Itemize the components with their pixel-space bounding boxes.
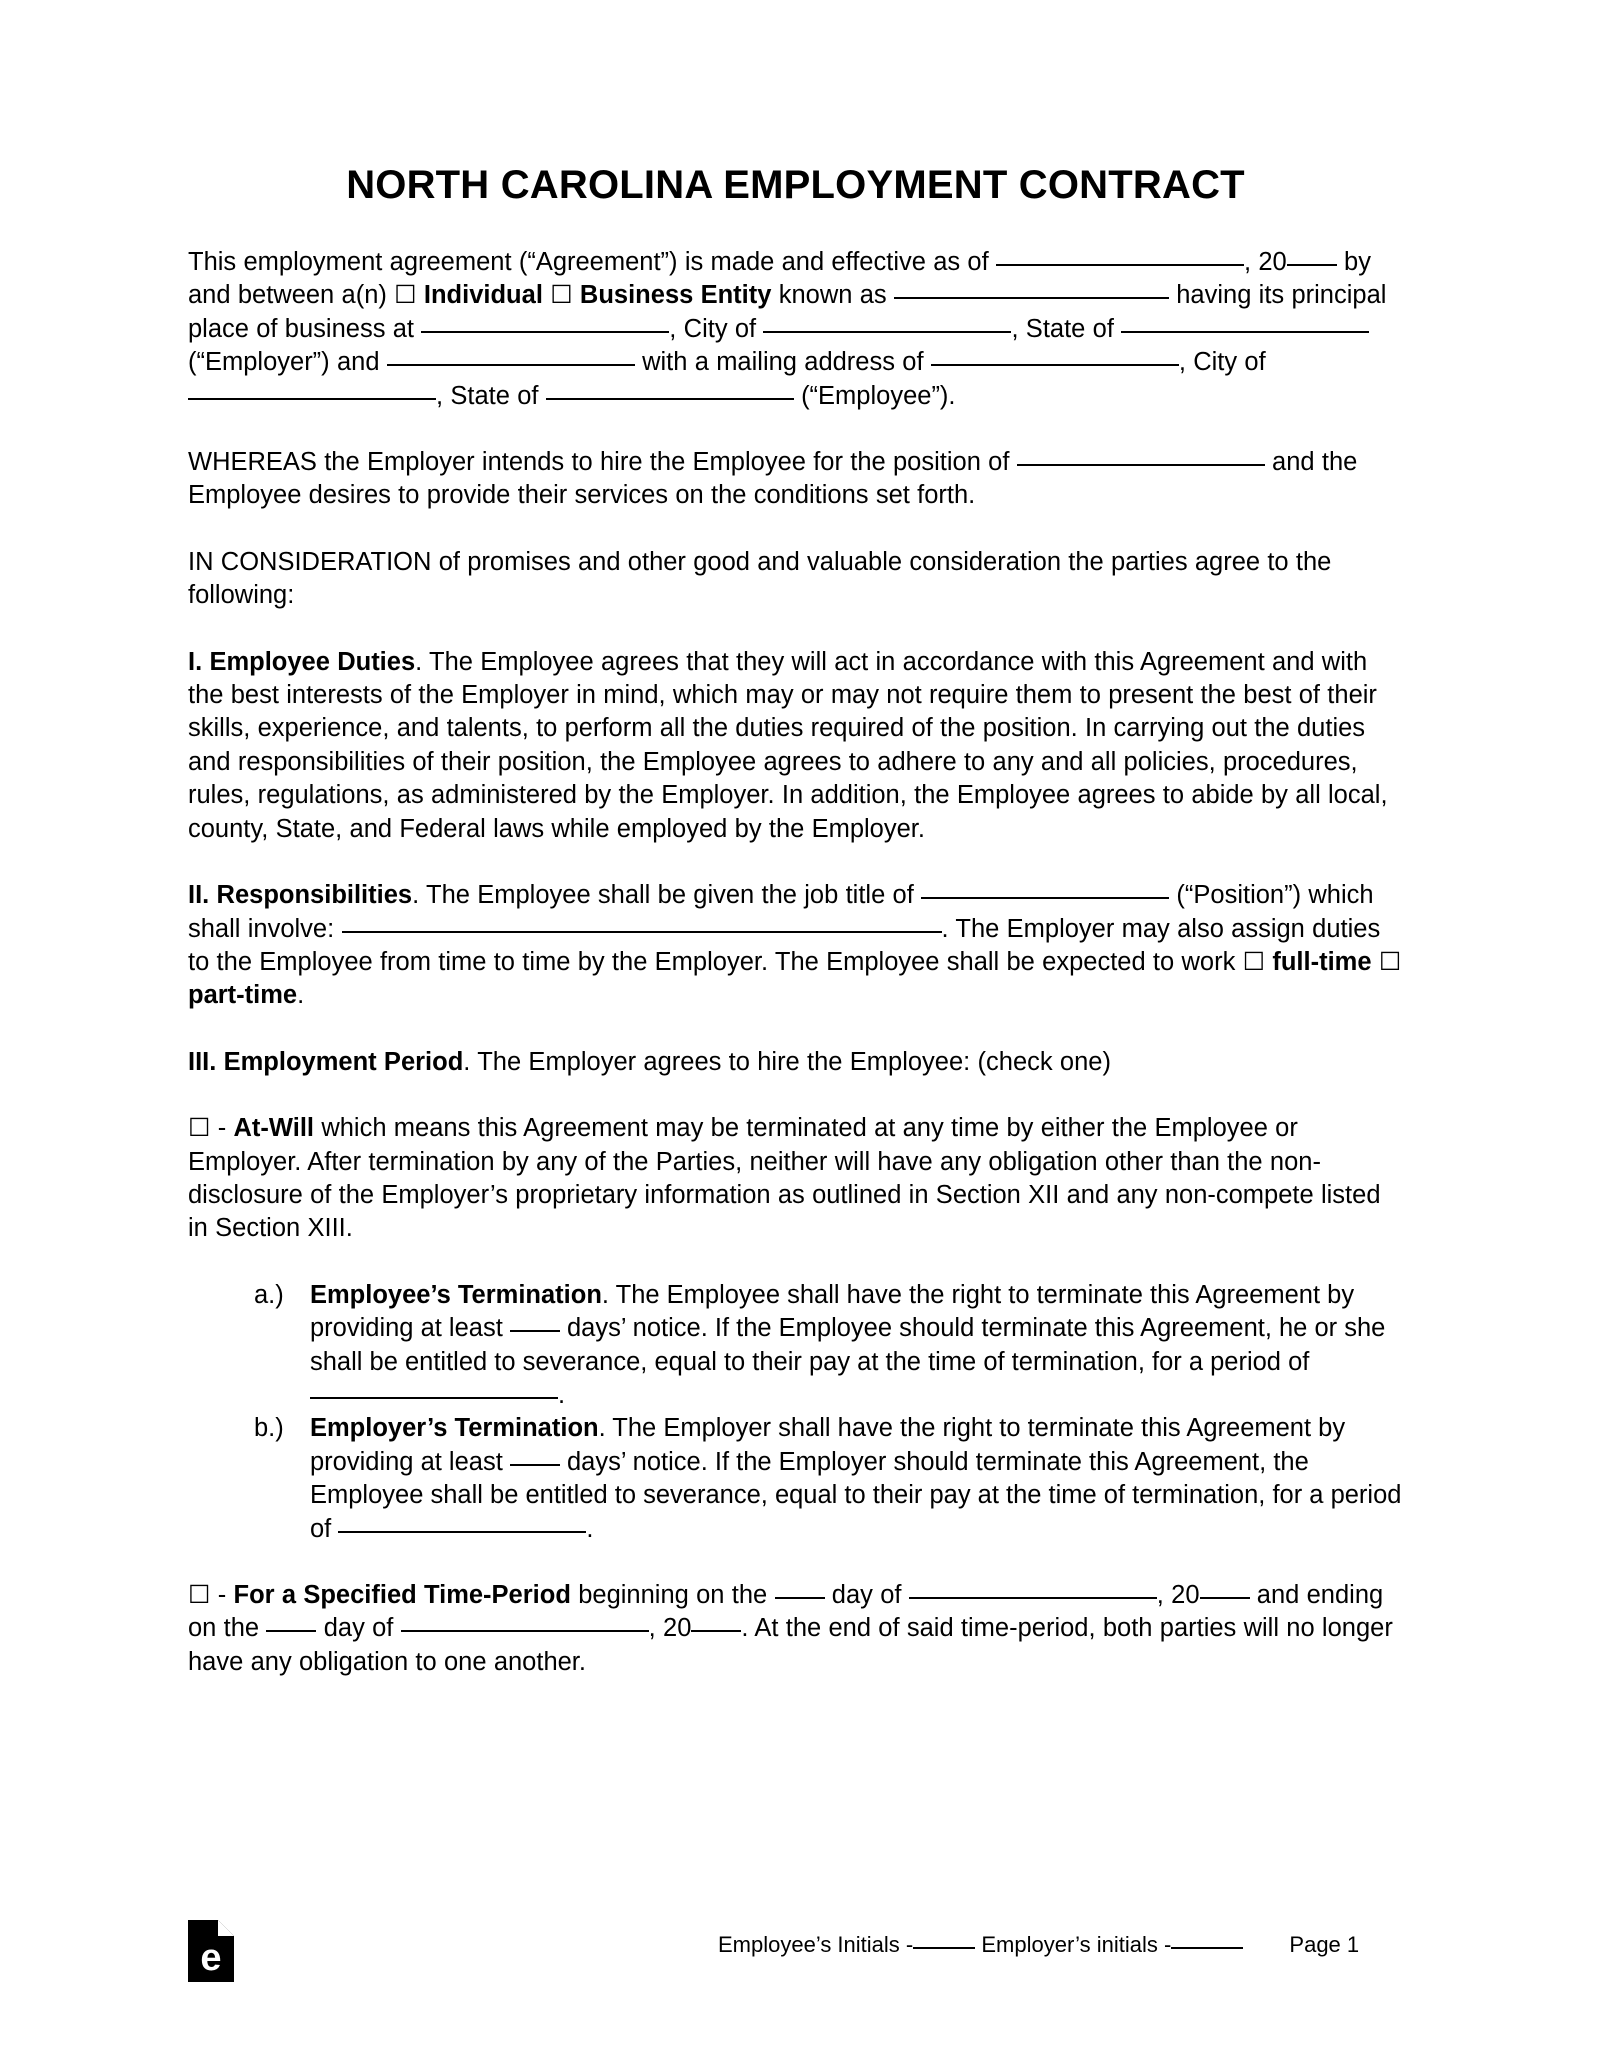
termination-list <box>188 1279 1403 1546</box>
start-year-blank[interactable] <box>1200 1575 1250 1599</box>
list-marker-a: a.) <box>254 1280 284 1309</box>
employee-notice-days-blank[interactable] <box>510 1308 560 1332</box>
job-title-blank[interactable] <box>921 875 1169 899</box>
end-year-blank[interactable] <box>691 1608 741 1632</box>
employee-termination-heading: Employee’s Termination <box>310 1280 602 1309</box>
intro-text-a: This employment agreement (“Agreement”) is made and effective as of <box>188 248 989 276</box>
specified-period-text-6: , 20 <box>648 1614 692 1643</box>
specified-period-text-3: , 20 <box>1156 1581 1200 1609</box>
section-1-heading: I. Employee Duties <box>188 647 416 676</box>
page-number: Page 1 <box>1289 1932 1360 1957</box>
footer-initials-line <box>718 1930 1359 1960</box>
specified-period-text-4: and ending on the <box>188 1581 1384 1643</box>
employee-termination-text-2: days’ notice. If the Employee should terminate this Agreement, he or she shall be entitled to severance, equal to their pay at the time of termination, for a period of <box>310 1314 1386 1376</box>
employee-city-blank[interactable] <box>188 376 436 400</box>
specified-period-text-1: beginning on the <box>578 1581 768 1609</box>
checkbox-individual[interactable]: ☐ <box>394 281 417 310</box>
section-2-text-5: . <box>297 981 305 1010</box>
employer-termination-text-3: . <box>586 1514 594 1543</box>
page-footer <box>0 1908 1600 2028</box>
label-part-time: part-time <box>188 981 298 1010</box>
intro-city-1: , City of <box>669 314 757 343</box>
checkbox-full-time[interactable]: ☐ <box>1242 947 1266 976</box>
employee-name-blank[interactable] <box>387 342 635 366</box>
employee-initials-label: Employee’s Initials - <box>718 1932 914 1957</box>
employee-termination-text-1: . The Employee shall have the right to terminate this Agreement by providing at least <box>310 1280 1355 1343</box>
whereas-line-2: and the Employee desires to provide their services on the conditions <box>188 448 1358 510</box>
list-item <box>188 1412 1403 1546</box>
employer-termination-heading: Employer’s Termination <box>310 1414 599 1443</box>
section-1-body: . The Employee agrees that they will act in accordance with this Agreement and with the best interests of the Employer in mind, which may or may not require them to present the best of their skills, experience, and talents, to perform all the duties required of the position. In carrying out the duties and responsibilities of their position, the Employee agrees to adhere to any and all policies, procedures, rules, regulations, as administered by the Employer. In addition, the Employee agrees to abide by all local, county, State, and Federal laws while employed by the Employer. <box>188 647 1388 843</box>
at-will-body: which means this Agreement may be terminated at any time by either the Employee or Employer. After termination by any of the Parties, neither will have any obligation other than the non-disclosure of the Employer’s proprietary information as outlined in Section XII and any non-compete listed in Section XIII. <box>188 1114 1381 1243</box>
intro-text-b: , 20 <box>1244 248 1287 276</box>
section-3-employment-period <box>188 1046 1403 1079</box>
employer-state-blank[interactable] <box>1121 309 1369 333</box>
document-body <box>188 0 1403 1679</box>
employer-severance-period-blank[interactable] <box>338 1509 586 1533</box>
employee-severance-period-blank[interactable] <box>310 1375 558 1399</box>
position-involvement-blank[interactable] <box>342 909 942 933</box>
section-3-heading: III. Employment Period <box>188 1047 464 1076</box>
checkbox-business-entity[interactable]: ☐ <box>550 281 573 310</box>
section-2-responsibilities <box>188 879 1403 1013</box>
intro-city-2: , City of <box>1178 348 1266 377</box>
employee-initials-blank[interactable] <box>913 1929 975 1949</box>
eforms-logo-icon <box>188 1920 234 1982</box>
section-3-body: . The Employer agrees to hire the Employee: (check one) <box>463 1047 1111 1076</box>
employer-termination-clause <box>310 1412 1403 1546</box>
intro-having: having its principal place of business at <box>188 281 1387 343</box>
start-month-blank[interactable] <box>909 1575 1157 1599</box>
position-blank[interactable] <box>1017 442 1265 466</box>
end-month-blank[interactable] <box>401 1608 649 1632</box>
employer-address-blank[interactable] <box>421 309 669 333</box>
whereas-paragraph <box>188 446 1403 513</box>
consideration-paragraph: IN CONSIDERATION of promises and other good and valuable consideration the parties agree to the following: <box>188 547 1332 610</box>
label-full-time: full-time <box>1272 947 1372 976</box>
list-item <box>188 1279 1403 1413</box>
employee-address-blank[interactable] <box>931 342 1179 366</box>
page-title: NORTH CAROLINA EMPLOYMENT CONTRACT <box>346 163 1245 207</box>
checkbox-part-time[interactable]: ☐ <box>1378 947 1402 976</box>
employer-termination-text-2: days’ notice. If the Employer should terminate this Agreement, the Employee shall be entitled to severance, equal to their pay at the time of termination, for a period of <box>310 1447 1402 1543</box>
intro-mailing: with a mailing address of <box>642 348 924 377</box>
year-blank[interactable] <box>1287 242 1337 266</box>
employee-state-blank[interactable] <box>546 376 794 400</box>
at-will-dash: - <box>217 1114 227 1143</box>
specified-period-text-7: . At the end of said time-period, both parties will no longer have any obligation to one another. <box>188 1614 1393 1676</box>
employer-city-blank[interactable] <box>763 309 1011 333</box>
checkbox-at-will[interactable]: ☐ <box>188 1114 211 1143</box>
specified-period-text-2: day of <box>831 1581 902 1609</box>
section-2-text-1: . The Employee shall be given the job title of <box>412 881 914 910</box>
party-name-blank[interactable] <box>894 275 1169 299</box>
label-business-entity: Business Entity <box>579 281 772 310</box>
employer-initials-label: Employer’s initials - <box>981 1932 1172 1957</box>
intro-state-1: , State of <box>1011 314 1114 343</box>
employee-termination-text-3: . <box>558 1380 566 1409</box>
section-2-text-4: The Employer may also assign duties to the Employee from time to time by the Employer. The Employee shall be expected to work <box>188 914 1381 976</box>
employee-termination-clause <box>310 1279 1403 1413</box>
intro-paragraph <box>188 246 1403 413</box>
whereas-line-3: set forth. <box>875 481 976 510</box>
svg-text:e: e <box>200 1937 222 1979</box>
intro-known-as: known as <box>778 281 887 310</box>
whereas-line-1: WHEREAS the Employer intends to hire the Employee for the position of <box>188 448 1010 477</box>
employer-notice-days-blank[interactable] <box>510 1442 560 1466</box>
intro-state-2: , State of <box>436 381 539 410</box>
section-2-text-2: (“Position”) which shall involve: <box>188 881 1374 943</box>
checkbox-specified-time-period[interactable]: ☐ <box>188 1581 211 1609</box>
employer-termination-text-1: . The Employer shall have the right to terminate this Agreement by providing at least <box>310 1414 1346 1476</box>
label-individual: Individual <box>423 281 543 310</box>
intro-employer-label: (“Employer”) and <box>188 348 380 377</box>
section-1-employee-duties <box>188 646 1403 846</box>
specified-period-text-5: day of <box>323 1614 394 1643</box>
start-day-blank[interactable] <box>775 1575 825 1599</box>
intro-text-c: by and between a(n) <box>188 248 1371 310</box>
list-marker-b: b.) <box>254 1414 284 1443</box>
intro-employee-label: (“Employee”). <box>801 381 956 410</box>
at-will-option <box>188 1112 1403 1246</box>
effective-date-blank[interactable] <box>996 242 1244 266</box>
end-day-blank[interactable] <box>266 1608 316 1632</box>
specified-time-period-option <box>188 1579 1403 1679</box>
specified-period-label: For a Specified Time-Period <box>233 1581 571 1609</box>
section-2-heading: II. Responsibilities <box>188 881 413 910</box>
specified-period-dash: - <box>217 1581 227 1609</box>
employer-initials-blank[interactable] <box>1171 1929 1243 1949</box>
at-will-label: At-Will <box>233 1114 315 1143</box>
section-2-text-3: . <box>941 914 949 943</box>
